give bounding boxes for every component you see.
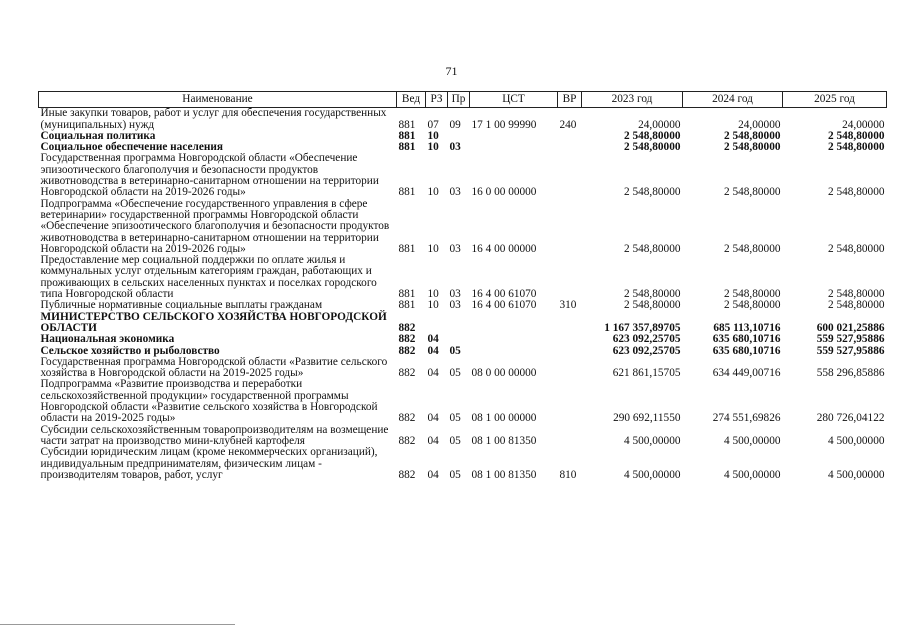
row-rz: 04	[427, 367, 439, 380]
table-row	[39, 199, 887, 255]
row-vr	[558, 153, 582, 198]
row-name: Подпрограмма «Обеспечение государственного управления в сфере ветеринарии» государственной программы Новгородской области «Обеспечение эпизоотического благополучия и безопасности продуктов животноводства в ветеринарно-санитарном отношении на территории Новгородской области на 2019-2026 годы»	[40, 197, 390, 255]
row-2025: 280 726,04122	[816, 412, 885, 425]
row-2025: 559 527,95886	[816, 344, 885, 357]
row-pr: 03	[449, 299, 461, 312]
row-2024: 2 548,80000	[724, 141, 781, 154]
row-2023: 2 548,80000	[624, 288, 681, 301]
row-pr: 05	[449, 367, 461, 380]
row-2025: 2 548,80000	[828, 288, 885, 301]
row-2025: 2 548,80000	[828, 186, 885, 199]
row-2024: 635 680,10716	[712, 333, 781, 346]
header-2023: 2023 год	[582, 92, 683, 108]
row-vr	[558, 357, 582, 380]
row-rz: 10	[427, 288, 439, 301]
row-ved: 881	[398, 288, 416, 301]
row-rz: 10	[427, 141, 439, 154]
row-2024: 2 548,80000	[724, 186, 781, 199]
row-2023: 2 548,80000	[624, 141, 681, 154]
row-cst	[470, 346, 558, 357]
row-pr: 03	[449, 288, 461, 301]
row-vr	[558, 199, 582, 255]
row-rz: 10	[427, 299, 439, 312]
row-ved: 881	[398, 129, 416, 142]
row-name: Социальное обеспечение населения	[40, 141, 223, 154]
row-rz: 07	[427, 118, 439, 131]
row-ved: 882	[398, 367, 416, 380]
row-cst: 16 4 00 61070	[471, 288, 537, 301]
row-2023: 24,00000	[638, 118, 681, 131]
row-2024: 24,00000	[738, 118, 781, 131]
row-2023: 2 548,80000	[624, 242, 681, 255]
row-vr	[558, 425, 582, 448]
header-vr: ВР	[558, 92, 582, 108]
row-2025: 4 500,00000	[828, 468, 885, 481]
row-vr	[558, 131, 582, 142]
row-pr: 03	[449, 242, 461, 255]
row-2025: 559 527,95886	[816, 333, 885, 346]
row-pr: 03	[449, 186, 461, 199]
row-cst: 08 1 00 00000	[471, 412, 537, 425]
row-cst	[470, 334, 558, 345]
row-ved: 881	[398, 141, 416, 154]
row-name: МИНИСТЕРСТВО СЕЛЬСКОГО ХОЗЯЙСТВА НОВГОРОДСКОЙ ОБЛАСТИ	[40, 310, 387, 334]
row-2023: 2 548,80000	[624, 299, 681, 312]
row-vr: 810	[559, 468, 577, 481]
table-row	[39, 255, 887, 300]
budget-table	[38, 91, 887, 481]
table-row	[39, 357, 887, 380]
row-cst: 16 4 00 00000	[471, 242, 537, 255]
row-rz: 04	[427, 344, 439, 357]
row-rz	[426, 312, 448, 335]
row-2023: 2 548,80000	[624, 129, 681, 142]
row-2024: 635 680,10716	[712, 344, 781, 357]
row-2024: 685 113,10716	[713, 321, 781, 334]
row-2025: 4 500,00000	[828, 434, 885, 447]
row-2024: 2 548,80000	[724, 288, 781, 301]
row-ved: 882	[398, 321, 416, 334]
row-name: Национальная экономика	[40, 333, 175, 346]
row-ved: 882	[398, 333, 416, 346]
table-row	[39, 379, 887, 424]
row-pr: 05	[449, 434, 461, 447]
row-name: Подпрограмма «Развитие производства и переработки сельскохозяйственной продукции» государственной программы Новгородской области «Развитие сельского хозяйства в Новгородской области на 2019-2025 годы»	[40, 378, 378, 425]
row-name: Сельское хозяйство и рыболовство	[40, 344, 220, 357]
row-ved: 881	[398, 299, 416, 312]
row-name: Субсидии сельскохозяйственным товаропроизводителям на возмещение части затрат на производство мини-клубней картофеля	[40, 423, 389, 447]
row-2025: 2 548,80000	[828, 129, 885, 142]
table-row	[39, 300, 887, 311]
row-2025: 600 021,25886	[816, 321, 885, 334]
row-2025: 24,00000	[842, 118, 885, 131]
row-2023: 2 548,80000	[624, 186, 681, 199]
row-rz: 04	[427, 468, 439, 481]
table-header-row	[39, 92, 887, 108]
header-2024: 2024 год	[683, 92, 783, 108]
table-row	[39, 447, 887, 481]
row-cst	[470, 312, 558, 335]
row-2023: 290 692,11550	[613, 412, 681, 425]
header-name: Наименование	[39, 92, 397, 108]
row-2023: 623 092,25705	[612, 333, 681, 346]
row-name: Государственная программа Новгородской области «Развитие сельского хозяйства в Новгородской области на 2019-2025 годы»	[40, 355, 388, 380]
row-vr	[558, 142, 582, 153]
row-pr: 05	[449, 412, 461, 425]
row-2024: 4 500,00000	[724, 468, 781, 481]
row-vr	[558, 334, 582, 345]
row-cst	[470, 142, 558, 153]
row-2025: 2 548,80000	[828, 242, 885, 255]
row-cst: 08 1 00 81350	[471, 434, 537, 447]
row-2023: 1 167 357,89705	[604, 321, 681, 334]
header-rz: РЗ	[426, 92, 448, 108]
row-2024: 274 551,69826	[712, 412, 781, 425]
row-2024: 2 548,80000	[724, 242, 781, 255]
row-vr	[558, 255, 582, 300]
row-ved: 882	[398, 434, 416, 447]
header-cst: ЦСТ	[470, 92, 558, 108]
row-2023: 623 092,25705	[612, 344, 681, 357]
row-rz: 04	[427, 434, 439, 447]
row-vr	[558, 379, 582, 424]
header-ved: Вед	[397, 92, 426, 108]
table-row	[39, 425, 887, 448]
row-vr	[558, 312, 582, 335]
row-ved: 882	[398, 468, 416, 481]
row-ved: 882	[398, 344, 416, 357]
row-vr	[558, 346, 582, 357]
footer-divider	[0, 624, 235, 625]
table-row	[39, 108, 887, 131]
row-2024: 2 548,80000	[724, 129, 781, 142]
table-row	[39, 312, 887, 335]
row-name: Социальная политика	[40, 129, 156, 142]
row-pr: 05	[449, 344, 461, 357]
row-name: Публичные нормативные социальные выплаты гражданам	[40, 299, 323, 312]
row-name: Государственная программа Новгородской области «Обеспечение эпизоотического благополучия и безопасности продуктов животноводства в ветеринарно-санитарном отношении на территории Новгородской области на 2019-2026 годы»	[40, 152, 379, 199]
row-cst: 08 0 00 00000	[471, 367, 537, 380]
row-name: Предоставление мер социальной поддержки по оплате жилья и коммунальных услуг отдельным категориям граждан, работающих и проживающих в сельских населенных пунктах и поселках городского типа Новгородской области	[40, 254, 377, 301]
row-2023: 4 500,00000	[624, 468, 681, 481]
row-ved: 881	[398, 242, 416, 255]
row-2024: 4 500,00000	[724, 434, 781, 447]
row-2024: 2 548,80000	[724, 299, 781, 312]
row-ved: 882	[398, 412, 416, 425]
row-name: Субсидии юридическим лицам (кроме некоммерческих организаций), индивидуальным предпринимателям, физическим лицам - производителям товаров, работ, услуг	[40, 446, 378, 481]
row-name: Иные закупки товаров, работ и услуг для обеспечения государственных (муниципальных) нужд	[40, 107, 387, 131]
row-vr: 310	[559, 299, 577, 312]
row-cst	[470, 131, 558, 142]
row-rz: 10	[427, 242, 439, 255]
row-pr: 05	[449, 468, 461, 481]
row-rz: 04	[427, 333, 439, 346]
row-rz: 04	[427, 412, 439, 425]
row-vr: 240	[559, 118, 577, 131]
table-row	[39, 334, 887, 345]
row-cst: 08 1 00 81350	[471, 468, 537, 481]
row-2023: 621 861,15705	[612, 367, 681, 380]
page-number: 71	[445, 64, 458, 78]
table-row	[39, 153, 887, 198]
row-pr	[448, 312, 470, 335]
header-pr: Пр	[448, 92, 470, 108]
row-ved: 881	[398, 118, 416, 131]
row-2025: 2 548,80000	[828, 141, 885, 154]
row-cst: 16 4 00 61070	[471, 299, 537, 312]
row-pr: 09	[449, 118, 461, 131]
row-2023: 4 500,00000	[624, 434, 681, 447]
row-cst: 17 1 00 99990	[471, 118, 537, 131]
row-2024: 634 449,00716	[712, 367, 781, 380]
row-2025: 558 296,85886	[816, 367, 885, 380]
row-rz: 10	[427, 186, 439, 199]
row-ved: 881	[398, 186, 416, 199]
row-pr: 03	[449, 141, 461, 154]
row-cst: 16 0 00 00000	[471, 186, 537, 199]
row-pr	[448, 334, 470, 345]
header-2025: 2025 год	[783, 92, 887, 108]
row-2025: 2 548,80000	[828, 299, 885, 312]
row-rz: 10	[427, 129, 439, 142]
